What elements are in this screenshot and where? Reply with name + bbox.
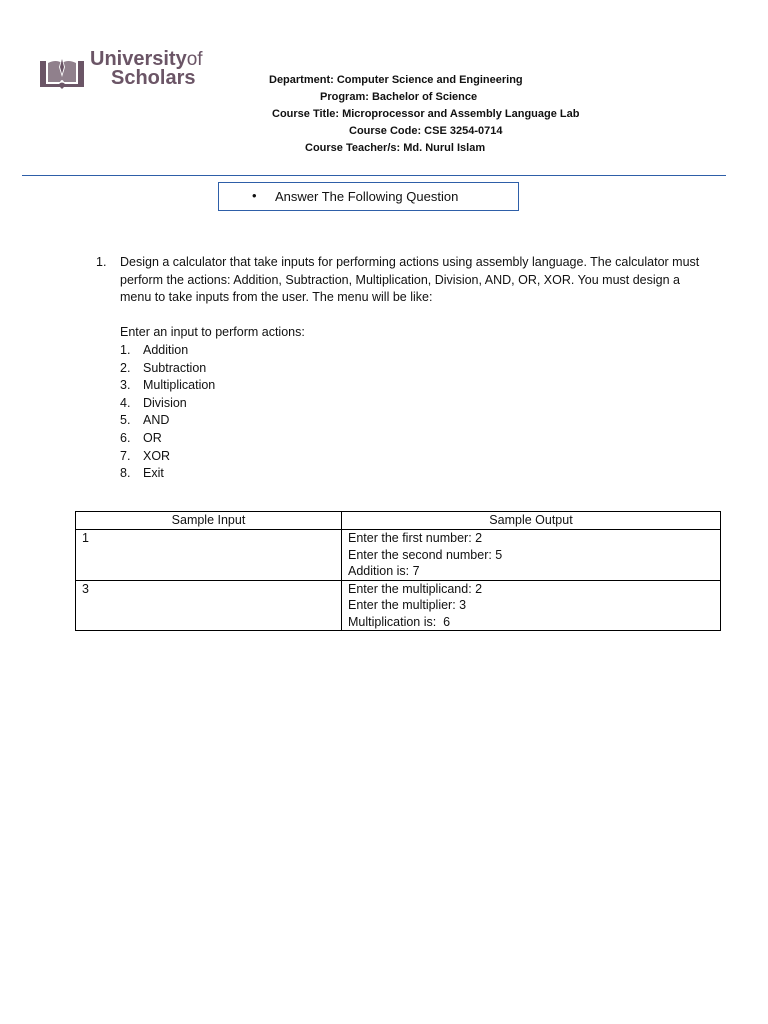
menu-item-label: AND xyxy=(143,413,170,428)
header-divider xyxy=(22,175,726,176)
menu-item-label: Addition xyxy=(143,343,189,357)
bullet-marker: • xyxy=(252,188,257,203)
table-row xyxy=(76,530,721,581)
menu-item-number: 1. xyxy=(120,343,131,357)
instruction-text: Answer The Following Question xyxy=(275,189,459,204)
menu-item-number: 4. xyxy=(120,395,131,410)
menu-item-number: 7. xyxy=(120,448,131,463)
open-book-pen-icon xyxy=(38,55,86,89)
logo-word-scholars: Scholars xyxy=(111,67,196,89)
menu-item-number: 6. xyxy=(120,430,131,445)
logo-word-of: of xyxy=(186,49,203,70)
column-header-sample-output: Sample Output xyxy=(342,512,721,530)
university-logo xyxy=(38,50,218,95)
instruction-box xyxy=(218,182,519,211)
logo-word-university: University xyxy=(90,48,187,70)
menu-item-number: 3. xyxy=(120,378,131,393)
menu-item-number: 5. xyxy=(120,413,131,428)
sample-output-cell xyxy=(342,580,721,631)
menu-item-label: OR xyxy=(143,430,162,445)
menu-intro: Enter an input to perform actions: xyxy=(120,325,305,339)
menu-item-label: XOR xyxy=(143,448,171,463)
program-line: Program: Bachelor of Science xyxy=(320,91,478,103)
output-line: Enter the multiplicand: 2 xyxy=(348,581,483,596)
sample-output-cell xyxy=(342,530,721,581)
column-header-sample-input: Sample Input xyxy=(76,512,342,530)
sample-io-table xyxy=(75,511,721,631)
sample-input-cell: 3 xyxy=(76,580,342,631)
menu-item-label: Subtraction xyxy=(143,360,207,375)
sample-input-cell: 1 xyxy=(76,530,342,581)
question-text: Design a calculator that take inputs for performing actions using assembly language. The calculator must perform the actions: Addition, Subtraction, Multiplication, Division, AND, OR, XOR. You must design a menu to take inputs from the user. The menu will be like: xyxy=(120,255,700,305)
course-code-line: Course Code: CSE 3254-0714 xyxy=(349,125,503,137)
output-line: Enter the first number: 2 xyxy=(348,531,483,545)
question-number: 1. xyxy=(96,255,107,269)
output-line: Enter the second number: 5 xyxy=(348,547,503,562)
menu-item-number: 2. xyxy=(120,360,131,375)
table-row xyxy=(76,580,721,631)
course-title-line: Course Title: Microprocessor and Assembly Language Lab xyxy=(272,108,580,120)
menu-item-number: 8. xyxy=(120,466,131,481)
menu-item-label: Exit xyxy=(143,466,164,481)
course-teacher-line: Course Teacher/s: Md. Nurul Islam xyxy=(305,142,486,154)
output-line: Addition is: 7 xyxy=(348,564,420,578)
menu-item-label: Division xyxy=(143,395,187,410)
output-line: Multiplication is: 6 xyxy=(348,614,451,629)
menu-item-label: Multiplication xyxy=(143,378,216,393)
output-line: Enter the multiplier: 3 xyxy=(348,598,467,612)
department-line: Department: Computer Science and Engineering xyxy=(269,74,523,86)
table-header-row xyxy=(76,512,721,530)
